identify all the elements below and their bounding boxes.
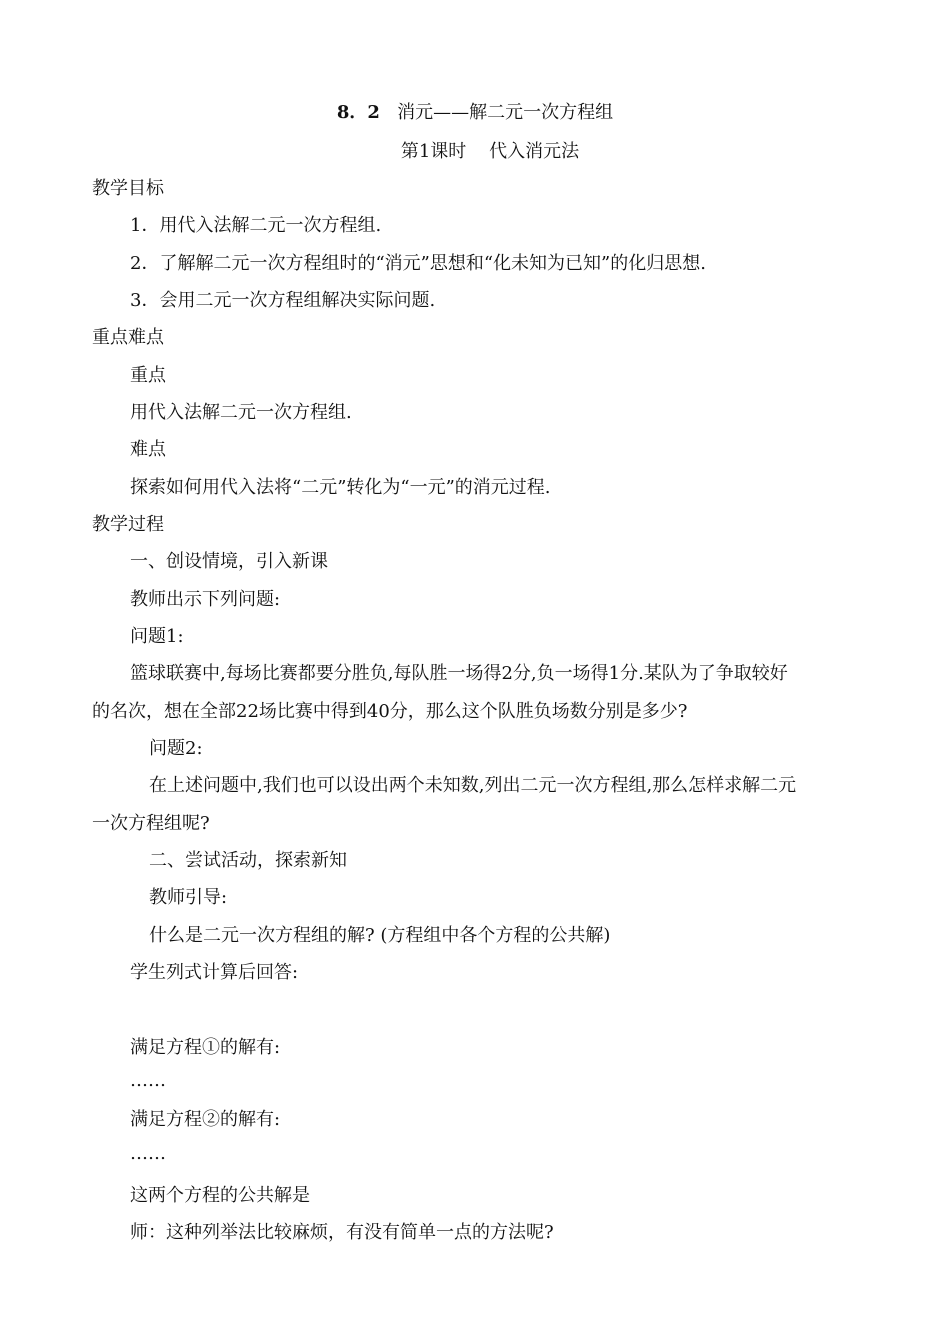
section-2-title: 二、尝试活动，探索新知 — [149, 850, 347, 871]
difficulty-label: 难点 — [130, 439, 166, 460]
ellipsis-2: …… — [130, 1143, 166, 1164]
goal-item-2: 2．了解解二元一次方程组时的“消元”思想和“化未知为已知”的化归思想. — [130, 253, 706, 274]
question-2-label: 问题2: — [149, 738, 203, 759]
subtitle-text: 代入消元法 — [489, 141, 580, 162]
teacher-question: 师：这种列举法比较麻烦，有没有简单一点的方法呢? — [130, 1222, 554, 1243]
section-1-title: 一、创设情境，引入新课 — [130, 551, 328, 572]
focus-text: 用代入法解二元一次方程组. — [130, 402, 352, 423]
goal-item-1: 1．用代入法解二元一次方程组. — [130, 215, 382, 236]
students-answer: 学生列式计算后回答: — [130, 962, 299, 983]
key-heading: 重点难点 — [92, 327, 164, 348]
question-1-label: 问题1: — [130, 626, 184, 647]
doc-title — [0, 101, 950, 125]
focus-label: 重点 — [130, 365, 166, 386]
guide-question: 什么是二元一次方程组的解? (方程组中各个方程的公共解) — [149, 925, 611, 946]
ellipsis-1: …… — [130, 1070, 166, 1091]
equation-1-solutions: 满足方程①的解有: — [130, 1037, 281, 1058]
common-solution: 这两个方程的公共解是 — [130, 1185, 310, 1206]
question-1-line-1: 篮球联赛中,每场比赛都要分胜负,每队胜一场得2分,负一场得1分.某队为了争取较好 — [130, 663, 788, 684]
question-1-line-2: 的名次，想在全部22场比赛中得到40分，那么这个队胜负场数分别是多少? — [92, 701, 688, 722]
question-2-line-1: 在上述问题中,我们也可以设出两个未知数,列出二元一次方程组,那么怎样求解二元 — [149, 775, 797, 796]
equation-2-solutions: 满足方程②的解有: — [130, 1109, 281, 1130]
process-heading: 教学过程 — [92, 514, 164, 535]
question-2-line-2: 一次方程组呢? — [92, 813, 210, 834]
title-text: 消元——解二元一次方程组 — [397, 102, 614, 123]
goal-item-3: 3．会用二元一次方程组解决实际问题. — [130, 290, 436, 311]
teacher-guide: 教师引导: — [149, 887, 228, 908]
goals-heading: 教学目标 — [92, 178, 164, 199]
subtitle-lesson: 第1课时 — [400, 141, 467, 162]
difficulty-text: 探索如何用代入法将“二元”转化为“一元”的消元过程. — [130, 477, 551, 498]
title-number: 8．2 — [336, 102, 380, 123]
teacher-shows: 教师出示下列问题: — [130, 589, 281, 610]
doc-subtitle — [0, 140, 950, 164]
